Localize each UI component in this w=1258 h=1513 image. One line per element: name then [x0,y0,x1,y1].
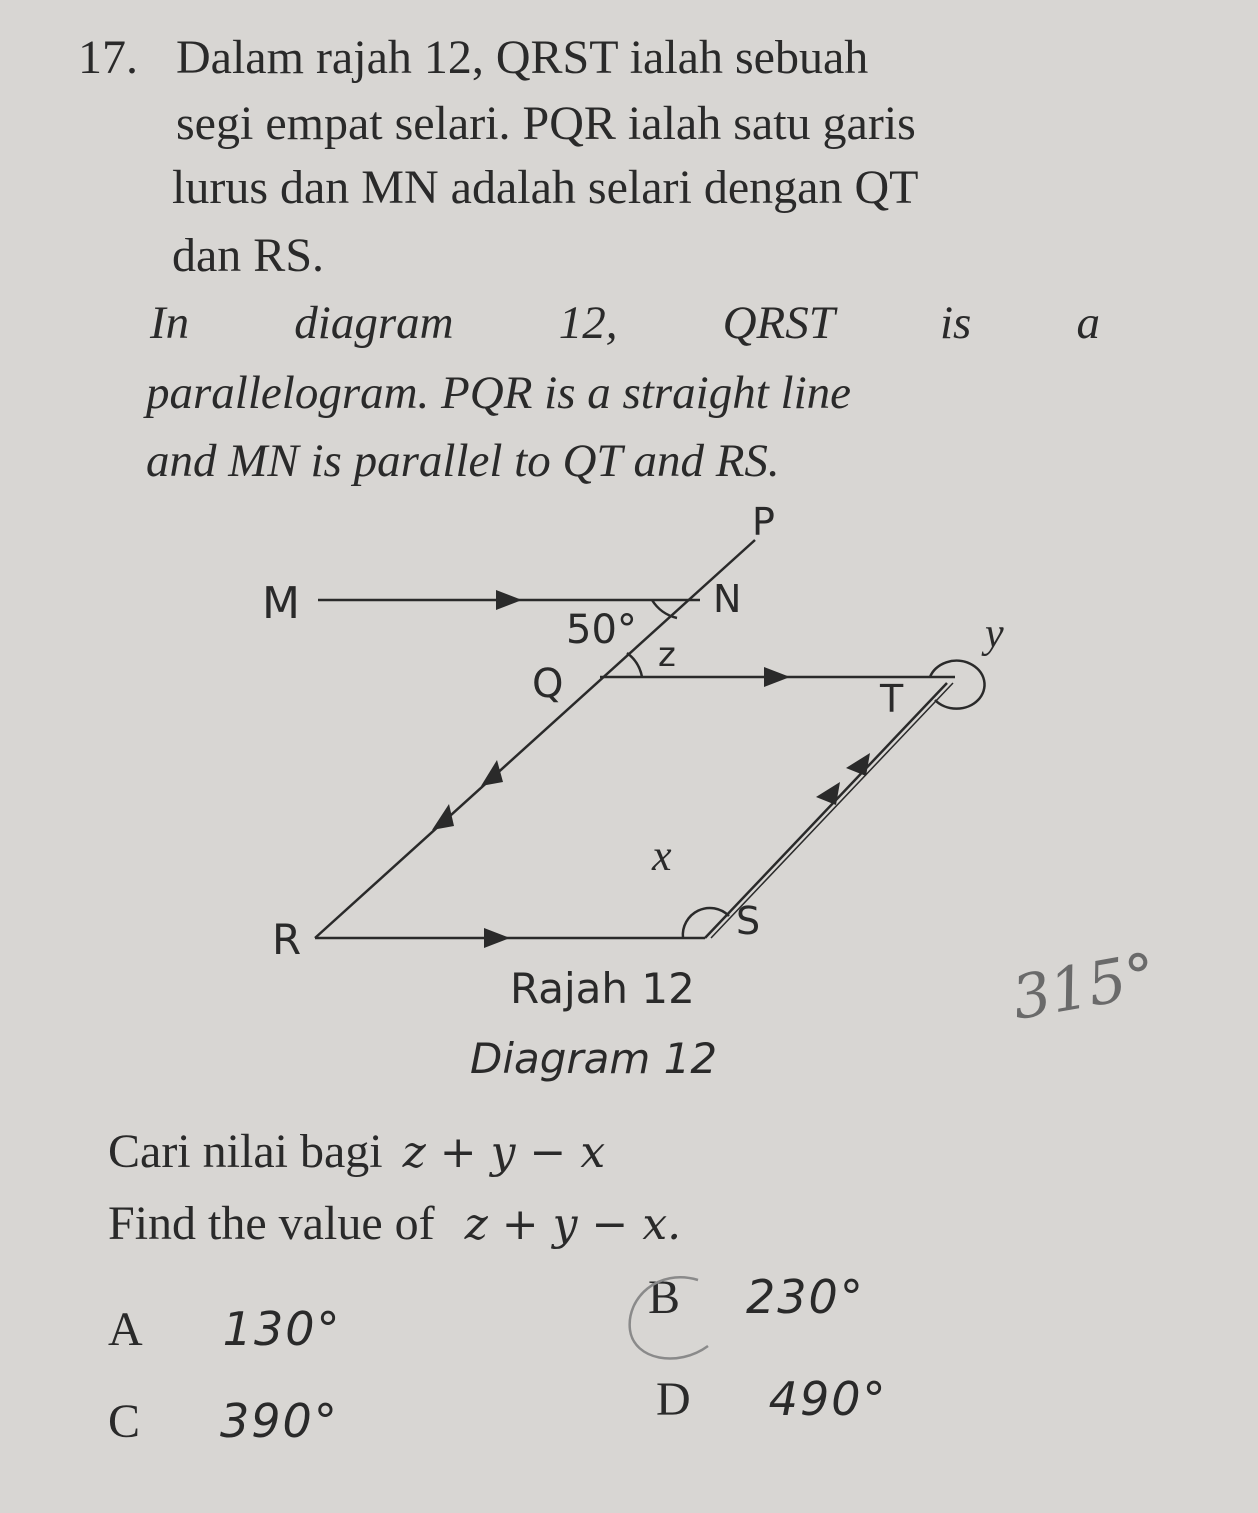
prompt-malay-expr: z + y − x [402,1127,606,1178]
english-word: a [1076,297,1100,349]
option-a[interactable] [108,1302,341,1357]
label-r: R [272,915,302,964]
label-n: N [713,577,742,621]
label-t: T [880,677,904,721]
arrow-st-2 [846,753,870,776]
option-d-value: 490° [768,1372,888,1426]
english-word: diagram [294,297,454,349]
caption-english: Diagram 12 [470,1034,718,1083]
handwritten-note: 315° [1007,939,1162,1035]
angle-arc-z [627,653,642,677]
question-number: 17. [78,31,138,84]
prompt-english-text: Find the value of [108,1197,435,1250]
option-c-value: 390° [220,1394,339,1448]
option-d[interactable] [656,1372,887,1427]
option-b-circle [618,1268,718,1378]
prompt-malay-text: Cari nilai bagi [108,1125,383,1178]
malay-line-1: Dalam rajah 12, QRST ialah sebuah [176,31,869,84]
english-word: 12, [558,297,618,349]
label-p: P [752,500,775,544]
english-line-3: and MN is parallel to QT and RS. [146,435,780,487]
option-a-value: 130° [222,1302,342,1356]
english-word: In [150,297,190,349]
angle-arc-y [930,661,985,709]
label-x: x [652,831,672,880]
english-word: QRST [722,297,835,349]
angle-arc-x [683,908,729,938]
arrow-rs [484,928,510,948]
prompt-english-expr: z + y − x. [464,1199,682,1250]
arrow-qr-2 [432,804,454,830]
english-line-1 [150,296,1100,350]
arrow-st-1 [816,782,840,805]
arrow-qr-1 [481,760,503,786]
english-line-2: parallelogram. PQR is a straight line [146,367,851,419]
malay-line-4: dan RS. [172,229,325,282]
label-z: z [658,635,676,675]
option-b-letter: B [648,1271,681,1324]
malay-line-3: lurus dan MN adalah selari dengan QT [172,161,919,214]
arrow-mn [496,590,522,610]
arrow-qt [764,667,790,687]
option-c[interactable] [108,1394,339,1449]
option-c-letter: C [108,1395,141,1448]
option-d-letter: D [656,1373,691,1426]
prompt-english [108,1196,681,1251]
caption-malay: Rajah 12 [510,964,695,1013]
option-b-value: 230° [746,1270,865,1324]
label-q: Q [532,661,564,707]
label-m: M [262,578,300,629]
label-angle-50: 50° [566,607,637,653]
english-word: is [940,297,972,349]
prompt-malay [108,1124,605,1179]
malay-line-2: segi empat selari. PQR ialah satu garis [176,97,916,150]
label-s: S [736,899,761,943]
label-y: y [985,611,1004,657]
option-a-letter: A [108,1303,143,1356]
